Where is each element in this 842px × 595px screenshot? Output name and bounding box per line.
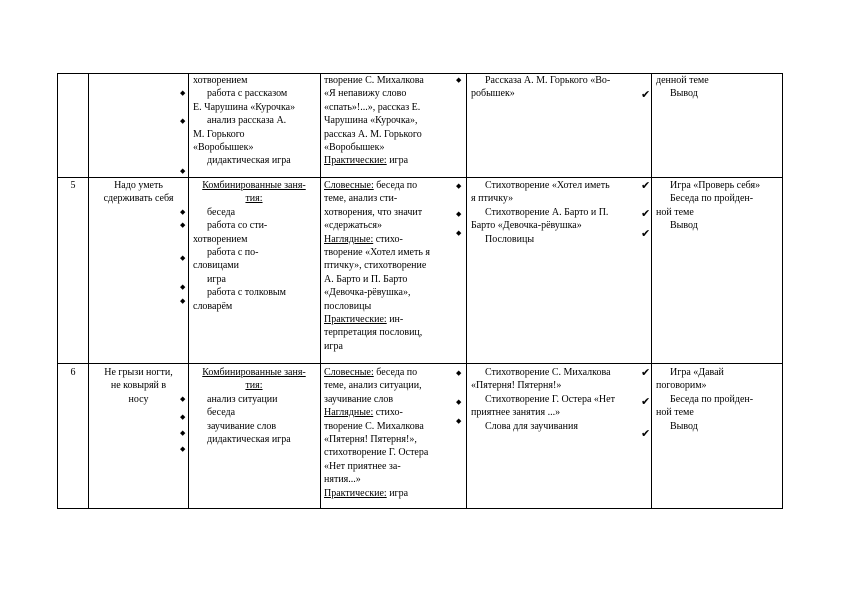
bullet-icon: ◆ — [180, 167, 186, 175]
forms-header-line: Комбинированные заня- — [202, 180, 306, 191]
checkmark-icon: ✔ — [641, 395, 651, 408]
results-item: Вывод — [670, 88, 698, 100]
col-border-5 — [651, 73, 652, 509]
bullet-icon: ◆ — [456, 369, 462, 377]
visual-label: Наглядные: — [324, 407, 374, 419]
practical-label: Практические: — [324, 155, 387, 167]
materials-item: Стихотворение С. Михалкова — [485, 367, 611, 378]
results-item: Беседа по пройден- — [670, 193, 754, 205]
forms-cell — [193, 74, 320, 168]
topic-cell — [89, 179, 188, 206]
col-border-4 — [466, 73, 467, 509]
forms-line: словицами — [193, 260, 239, 272]
bullet-icon: ◆ — [456, 417, 462, 425]
results-line: денной теме — [656, 75, 709, 86]
bullet-icon: ◆ — [456, 229, 462, 237]
forms-cell — [193, 179, 320, 313]
col-border-2 — [188, 73, 189, 509]
bullet-icon: ◆ — [180, 445, 186, 453]
checkmark-icon: ✔ — [641, 179, 651, 192]
materials-item: Стихотворение Г. Остера «Нет — [485, 393, 615, 405]
topic-line: носу — [128, 393, 149, 405]
materials-item: Рассказа А. М. Горького «Во- — [485, 75, 611, 86]
col-border-left — [57, 73, 58, 509]
results-cell — [656, 366, 782, 433]
methods-cell — [324, 74, 466, 168]
practical-line — [324, 154, 466, 167]
verbal-label: Словесные: — [324, 180, 374, 191]
methods-line: птичку», стихотворение — [324, 260, 427, 272]
materials-item: Стихотворение «Хотел иметь — [485, 180, 610, 191]
methods-line: рассказ А. М. Горького — [324, 128, 422, 140]
methods-line: творение «Хотел иметь я — [324, 247, 431, 259]
materials-item: Пословицы — [485, 233, 535, 245]
materials-line: я птичку» — [471, 193, 514, 205]
practical-line: Практические: ин- — [324, 314, 404, 326]
forms-item: игра — [207, 273, 226, 285]
checkmark-icon: ✔ — [641, 227, 651, 240]
checkmark-icon: ✔ — [641, 207, 651, 220]
topic-line: сдерживать себя — [103, 193, 174, 205]
methods-line: заучивание слов — [324, 393, 394, 405]
results-item: Вывод — [670, 220, 698, 232]
bullet-icon: ◆ — [180, 117, 186, 125]
materials-cell — [471, 179, 651, 246]
forms-item: беседа — [207, 407, 236, 419]
topic-line: Надо уметь — [114, 180, 163, 191]
checkmark-icon: ✔ — [641, 88, 651, 101]
visual-line: Наглядные: стихо- — [324, 233, 403, 245]
forms-item: работа с по- — [207, 247, 259, 259]
methods-line: теме, анализ ситуации, — [324, 380, 422, 392]
verbal-line: Словесные: беседа по — [324, 367, 418, 378]
results-line: ной теме — [656, 206, 694, 218]
results-item: Вывод — [670, 420, 698, 432]
methods-line: «Нет приятнее за- — [324, 460, 401, 472]
forms-item: анализ рассказа А. — [207, 115, 287, 127]
forms-header-line: тия: — [245, 193, 263, 205]
forms-line: М. Горького — [193, 128, 245, 140]
methods-line: «Пятерня! Пятерня!», — [324, 434, 417, 446]
methods-line: А. Барто и П. Барто — [324, 273, 408, 285]
checkmark-icon: ✔ — [641, 366, 651, 379]
bullet-icon: ◆ — [456, 76, 462, 84]
practical-label: Практические: — [324, 314, 387, 326]
checkmark-icon: ✔ — [641, 427, 651, 440]
topic-line: не ковыряй в — [110, 380, 167, 392]
bullet-icon: ◆ — [456, 210, 462, 218]
methods-line: игра — [324, 340, 343, 352]
verbal-label: Словесные: — [324, 367, 374, 378]
forms-header — [193, 366, 315, 393]
row-number: 6 — [70, 367, 76, 378]
forms-line: хотворением — [193, 233, 248, 245]
col-border-3 — [320, 73, 321, 509]
forms-item: работа с рассказом — [207, 88, 288, 100]
forms-item: работа с толковым — [207, 287, 286, 299]
results-item: Беседа по пройден- — [670, 393, 754, 405]
col-border-right — [782, 73, 783, 509]
forms-item: заучивание слов — [207, 420, 277, 432]
forms-header-line: тия: — [245, 380, 263, 392]
forms-item: беседа — [207, 206, 236, 218]
methods-line: Чарушина «Курочка», — [324, 115, 418, 127]
materials-line: Барто «Девочка-рёвушка» — [471, 220, 582, 232]
results-line: ной теме — [656, 407, 694, 419]
forms-header — [193, 179, 315, 206]
materials-item: Стихотворение А. Барто и П. — [485, 206, 609, 218]
row-number: 5 — [70, 180, 76, 191]
methods-cell — [324, 179, 466, 353]
forms-line: хотворением — [193, 75, 248, 86]
forms-item: дидактическая игра — [207, 155, 291, 167]
forms-line: Е. Чарушина «Курочка» — [193, 101, 296, 113]
methods-line: творение С. Михалкова — [324, 420, 424, 432]
materials-item: Слова для заучивания — [485, 420, 578, 432]
forms-item: работа со сти- — [207, 220, 268, 232]
topic-cell — [89, 366, 188, 406]
materials-cell — [471, 74, 651, 101]
practical-label: Практические: — [324, 487, 387, 499]
verbal-line: Словесные: беседа по — [324, 180, 418, 191]
materials-line: приятнее занятия ...» — [471, 407, 561, 419]
results-line: поговорим» — [656, 380, 707, 392]
methods-line: нятия...» — [324, 474, 361, 486]
practical-line: Практические: игра — [324, 487, 409, 499]
bullet-icon: ◆ — [180, 208, 186, 216]
forms-item: анализ ситуации — [207, 393, 278, 405]
bullet-icon: ◆ — [180, 254, 186, 262]
bullet-icon: ◆ — [456, 398, 462, 406]
forms-cell — [193, 366, 320, 446]
row-6-top-border — [57, 363, 783, 364]
methods-line: стихотворение Г. Остера — [324, 447, 429, 459]
materials-line: робышек» — [471, 88, 515, 100]
methods-line: «сдержаться» — [324, 220, 383, 232]
methods-line: «Воробышек» — [324, 142, 385, 154]
row-5-top-border — [57, 177, 783, 178]
visual-line: Наглядные: стихо- — [324, 407, 403, 419]
methods-cell — [324, 366, 466, 500]
bullet-icon: ◆ — [180, 283, 186, 291]
practical-text: игра — [386, 155, 409, 167]
methods-line: пословицы — [324, 300, 372, 312]
results-cell — [656, 179, 782, 233]
bullet-icon: ◆ — [180, 395, 186, 403]
bullet-icon: ◆ — [456, 182, 462, 190]
visual-label: Наглядные: — [324, 233, 374, 245]
bullet-icon: ◆ — [180, 89, 186, 97]
bullet-icon: ◆ — [180, 413, 186, 421]
methods-line: теме, анализ сти- — [324, 193, 398, 205]
forms-header-line: Комбинированные заня- — [202, 367, 306, 378]
results-item: Игра «Давай — [670, 367, 724, 378]
results-cell — [656, 74, 782, 101]
forms-line: словарём — [193, 300, 233, 312]
bullet-icon: ◆ — [180, 221, 186, 229]
forms-item: дидактическая игра — [207, 434, 291, 446]
methods-line: «Девочка-рёвушка», — [324, 287, 411, 299]
materials-cell — [471, 366, 651, 433]
bullet-icon: ◆ — [180, 429, 186, 437]
methods-line: хотворения, что значит — [324, 206, 423, 218]
col-border-1 — [88, 73, 89, 509]
methods-line: «спать»!...», рассказ Е. — [324, 101, 421, 113]
forms-line: «Воробышек» — [193, 142, 254, 154]
materials-line: «Пятерня! Пятерня!» — [471, 380, 562, 392]
topic-line: Не грызи ногти, — [104, 367, 173, 378]
bullet-icon: ◆ — [180, 297, 186, 305]
table-bottom-border — [57, 508, 783, 509]
methods-line: «Я непавижу слово — [324, 88, 407, 100]
methods-line: терпретация пословиц, — [324, 327, 423, 339]
results-item: Игра «Проверь себя» — [670, 180, 761, 191]
methods-line: творение С. Михалкова — [324, 75, 424, 86]
